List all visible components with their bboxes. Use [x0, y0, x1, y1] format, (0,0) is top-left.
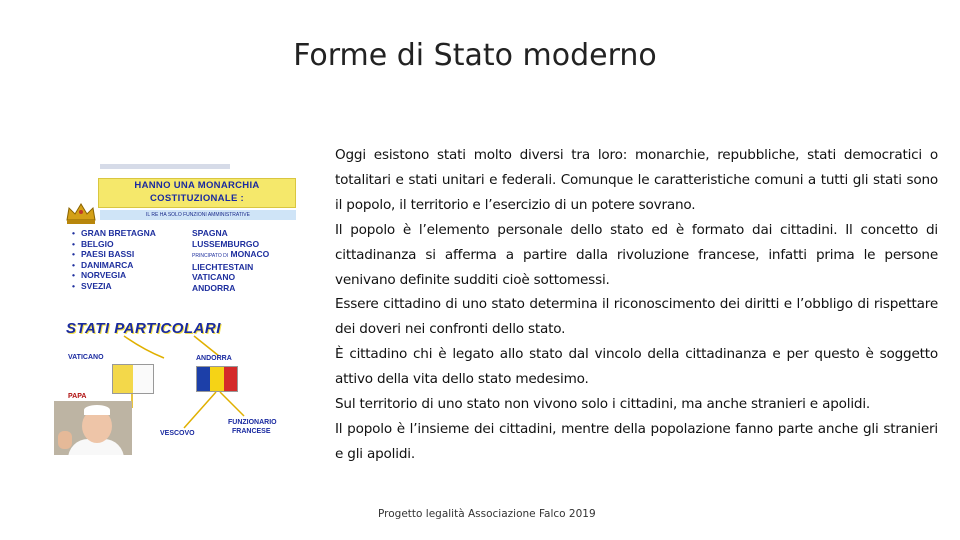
monaco-prefix: PRINCIPATO DI — [192, 253, 229, 260]
andorra-flag-icon — [196, 366, 238, 392]
country-item: VATICANO — [192, 272, 236, 283]
paragraph: Il popolo è l’insieme dei cittadini, mentre della popolazione fanno parte anche gli stranieri e gli apolidi. — [335, 420, 938, 462]
paragraph: Il popolo è l’elemento personale dello stato ed è formato dai cittadini. Il concetto di cittadinanza si afferma a partire dalla rivoluzione francese, infatti prima le persone venivano definite sudditi cioè sottomessi. — [335, 221, 938, 288]
country-item: • DANIMARCA — [72, 260, 156, 271]
label-funzionario — [228, 418, 277, 436]
label-papa: PAPA — [68, 393, 87, 400]
country-item: • BELGIO — [72, 239, 156, 250]
special-states-title: STATI PARTICOLARI — [66, 320, 221, 337]
country-monaco: MONACO — [230, 249, 270, 260]
country-item: • GRAN BRETAGNA — [72, 228, 156, 239]
slide-footer: Progetto legalità Associazione Falco 2019 — [378, 508, 596, 520]
country-item: • NORVEGIA — [72, 270, 156, 281]
country-item: • PAESI BASSI — [72, 249, 156, 260]
monarchy-header-line1: HANNO UNA MONARCHIA — [134, 180, 260, 191]
country-item: SPAGNA — [192, 228, 228, 238]
label-andorra: ANDORRA — [196, 355, 232, 362]
paragraph: È cittadino chi è legato allo stato dal vincolo della cittadinanza e per questo è soggetto attivo della vita dello stato medesimo. — [335, 346, 938, 388]
slide-title: Forme di Stato moderno — [293, 38, 657, 73]
paragraph: Sul territorio di uno stato non vivono solo i cittadini, ma anche stranieri e apolidi. — [335, 396, 871, 413]
country-item: • SVEZIA — [72, 281, 156, 292]
paragraph: Essere cittadino di uno stato determina il riconoscimento dei diritti e l’obbligo di rispettare dei doveri nei confronti dello stato. — [335, 296, 938, 338]
country-item: LUSSEMBURGO — [192, 238, 260, 249]
monarchy-header-line2: COSTITUZIONALE : — [150, 193, 244, 204]
label-vescovo: VESCOVO — [160, 430, 195, 437]
vatican-flag-icon — [112, 364, 154, 394]
label-vaticano: VATICANO — [68, 354, 104, 361]
paragraph: Oggi esistono stati molto diversi tra loro: monarchie, repubbliche, stati democratici o totalitari e stati unitari e federali. Comunque le caratteristiche comuni a tutti gli stati sono il popolo, il territorio e l’esercizio di un potere sovrano. — [335, 147, 938, 213]
label-funzionario-line1: FUNZIONARIO — [228, 419, 277, 426]
country-item: LIECHTESTAIN — [192, 261, 254, 272]
label-funzionario-line2: FRANCESE — [232, 428, 271, 435]
monarchy-subheader: IL RE HA SOLO FUNZIONI AMMINISTRATIVE — [100, 210, 296, 220]
slide-body — [335, 143, 938, 467]
pope-photo — [54, 401, 132, 455]
country-item: ANDORRA — [192, 282, 236, 293]
monarchy-infographic — [44, 150, 294, 460]
